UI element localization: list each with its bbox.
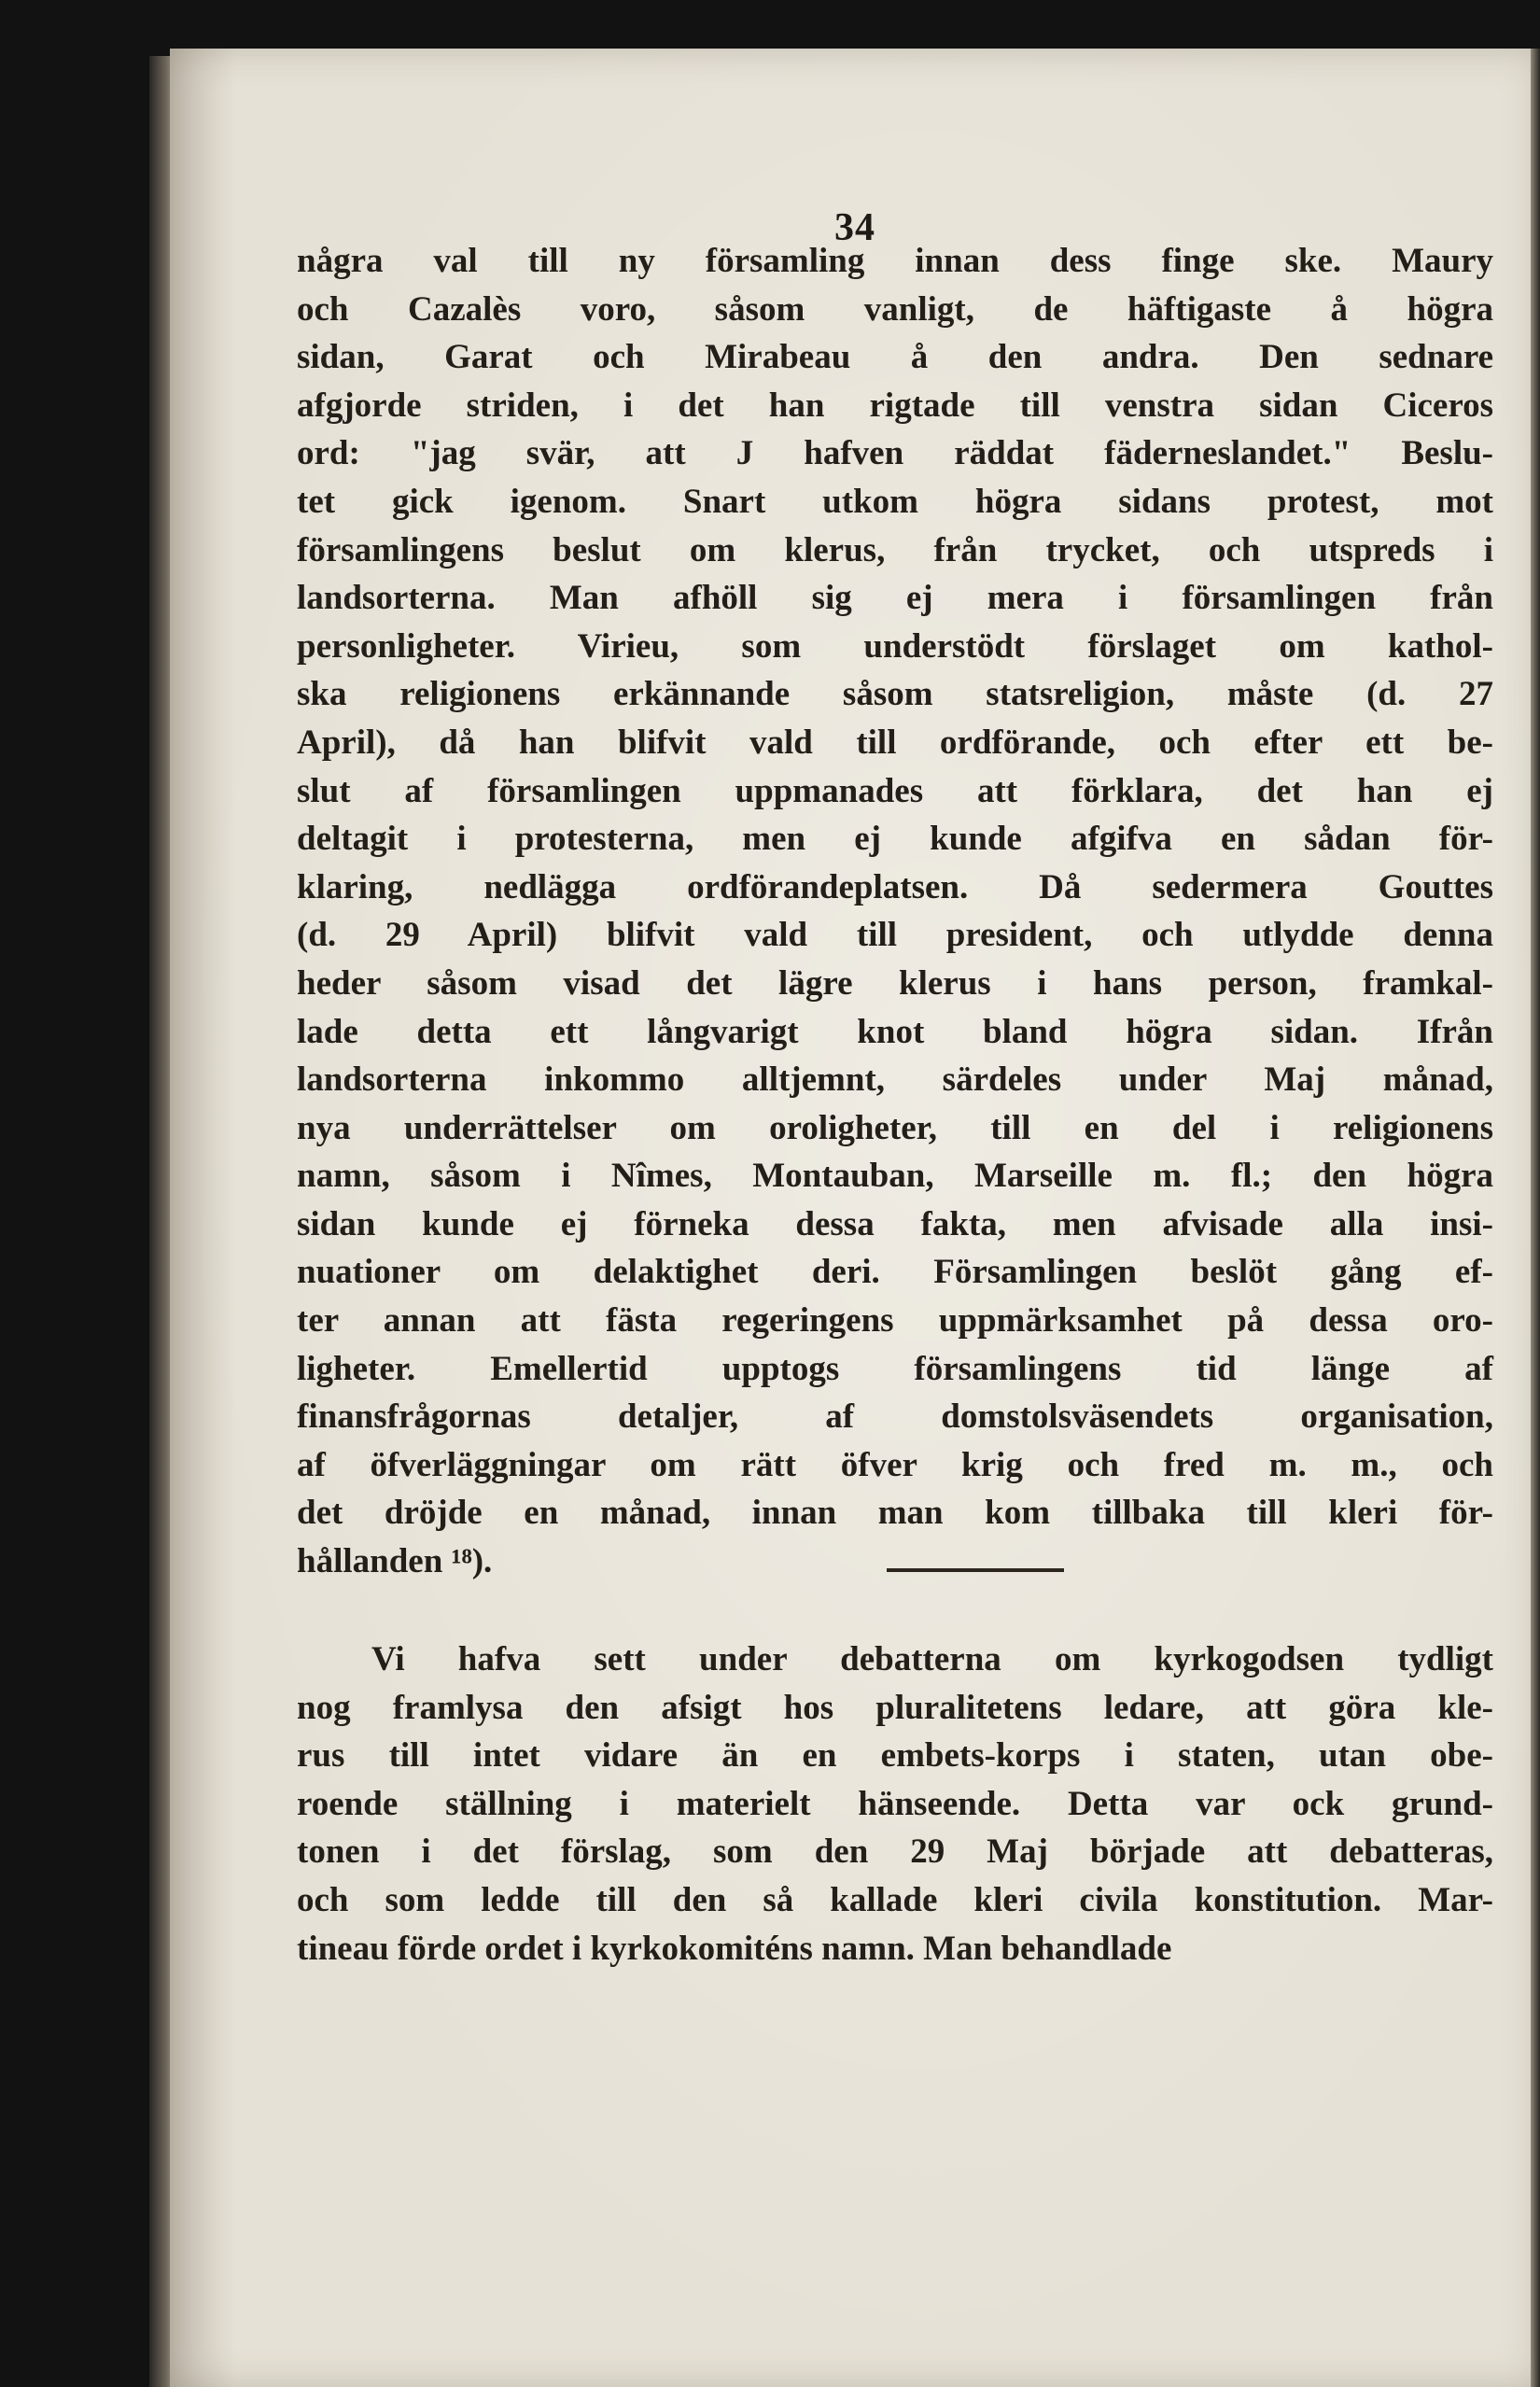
text-line: afgjorde striden, i det han rigtade till venstra sidan Ciceros — [297, 386, 1493, 425]
text-line: tet gick igenom. Snart utkom högra sidans protest, mot — [297, 482, 1493, 521]
text-line: finansfrågornas detaljer, af domstolsväsendets organisation, — [297, 1397, 1493, 1437]
text-line: sidan kunde ej förneka dessa fakta, men afvisade alla insi- — [297, 1204, 1493, 1243]
text-line: och som ledde till den så kallade kleri civila konstitution. Mar- — [297, 1880, 1493, 1919]
text-line: roende ställning i materielt hänseende. Detta var ock grund- — [297, 1784, 1493, 1823]
text-line: ter annan att fästa regeringens uppmärksamhet på dessa oro- — [297, 1301, 1493, 1341]
text-line: sidan, Garat och Mirabeau å den andra. Den sednare — [297, 338, 1493, 377]
text-line: tineau förde ordet i kyrkokomiténs namn. Man behandlade — [297, 1929, 1172, 1968]
text-line: klaring, nedlägga ordförandeplatsen. Då sedermera Gouttes — [297, 867, 1493, 906]
paragraph-1 — [297, 237, 1493, 1586]
text-line: hållanden ¹⁸). — [297, 1542, 493, 1581]
text-line: slut af församlingen uppmanades att förklara, det han ej — [297, 771, 1493, 810]
text-line: heder såsom visad det lägre klerus i hans person, framkal- — [297, 963, 1493, 1003]
text-line: ska religionens erkännande såsom statsreligion, måste (d. 27 — [297, 675, 1493, 714]
text-line: (d. 29 April) blifvit vald till president, och utlydde denna — [297, 916, 1493, 955]
text-line: ligheter. Emellertid upptogs församlingens tid länge af — [297, 1349, 1493, 1388]
text-line: några val till ny församling innan dess finge ske. Maury — [297, 242, 1493, 280]
text-line: personligheter. Virieu, som understödt förslaget om kathol- — [297, 626, 1493, 666]
text-line: af öfverläggningar om rätt öfver krig och fred m. m., och — [297, 1445, 1493, 1484]
paragraph-2 — [297, 1636, 1493, 1973]
text-line: och Cazalès voro, såsom vanligt, de häftigaste å högra — [297, 289, 1493, 329]
text-line: namn, såsom i Nîmes, Montauban, Marseille m. fl.; den högra — [297, 1157, 1493, 1196]
text-line: nog framlysa den afsigt hos pluralitetens ledare, att göra kle- — [297, 1688, 1493, 1727]
text-line: tonen i det förslag, som den 29 Maj började att debatteras, — [297, 1832, 1493, 1872]
text-line: nya underrättelser om oroligheter, till en del i religionens — [297, 1108, 1493, 1147]
text-line: lade detta ett långvarigt knot bland högra sidan. Ifrån — [297, 1012, 1493, 1051]
text-line: landsorterna. Man afhöll sig ej mera i församlingen från — [297, 579, 1493, 618]
text-line: det dröjde en månad, innan man kom tillbaka till kleri för- — [297, 1494, 1493, 1533]
text-line: nuationer om delaktighet deri. Församlingen beslöt gång ef- — [297, 1253, 1493, 1292]
text-line: Vi hafva sett under debatterna om kyrkogodsen tydligt — [371, 1640, 1493, 1678]
text-line: församlingens beslut om klerus, från trycket, och utspreds i — [297, 530, 1493, 569]
page-number: 34 — [834, 206, 875, 249]
text-line: April), då han blifvit vald till ordförande, och efter ett be- — [297, 723, 1493, 762]
text-line: rus till intet vidare än en embets-korps i staten, utan obe- — [297, 1736, 1493, 1776]
section-divider — [887, 1568, 1064, 1572]
text-line: ord: "jag svär, att J hafven räddat fäderneslandet." Beslu- — [297, 434, 1493, 473]
page-edge — [1531, 49, 1540, 2387]
text-line: landsorterna inkommo alltjemnt, särdeles under Maj månad, — [297, 1060, 1493, 1100]
text-line: deltagit i protesterna, men ej kunde afgifva en sådan för- — [297, 820, 1493, 859]
